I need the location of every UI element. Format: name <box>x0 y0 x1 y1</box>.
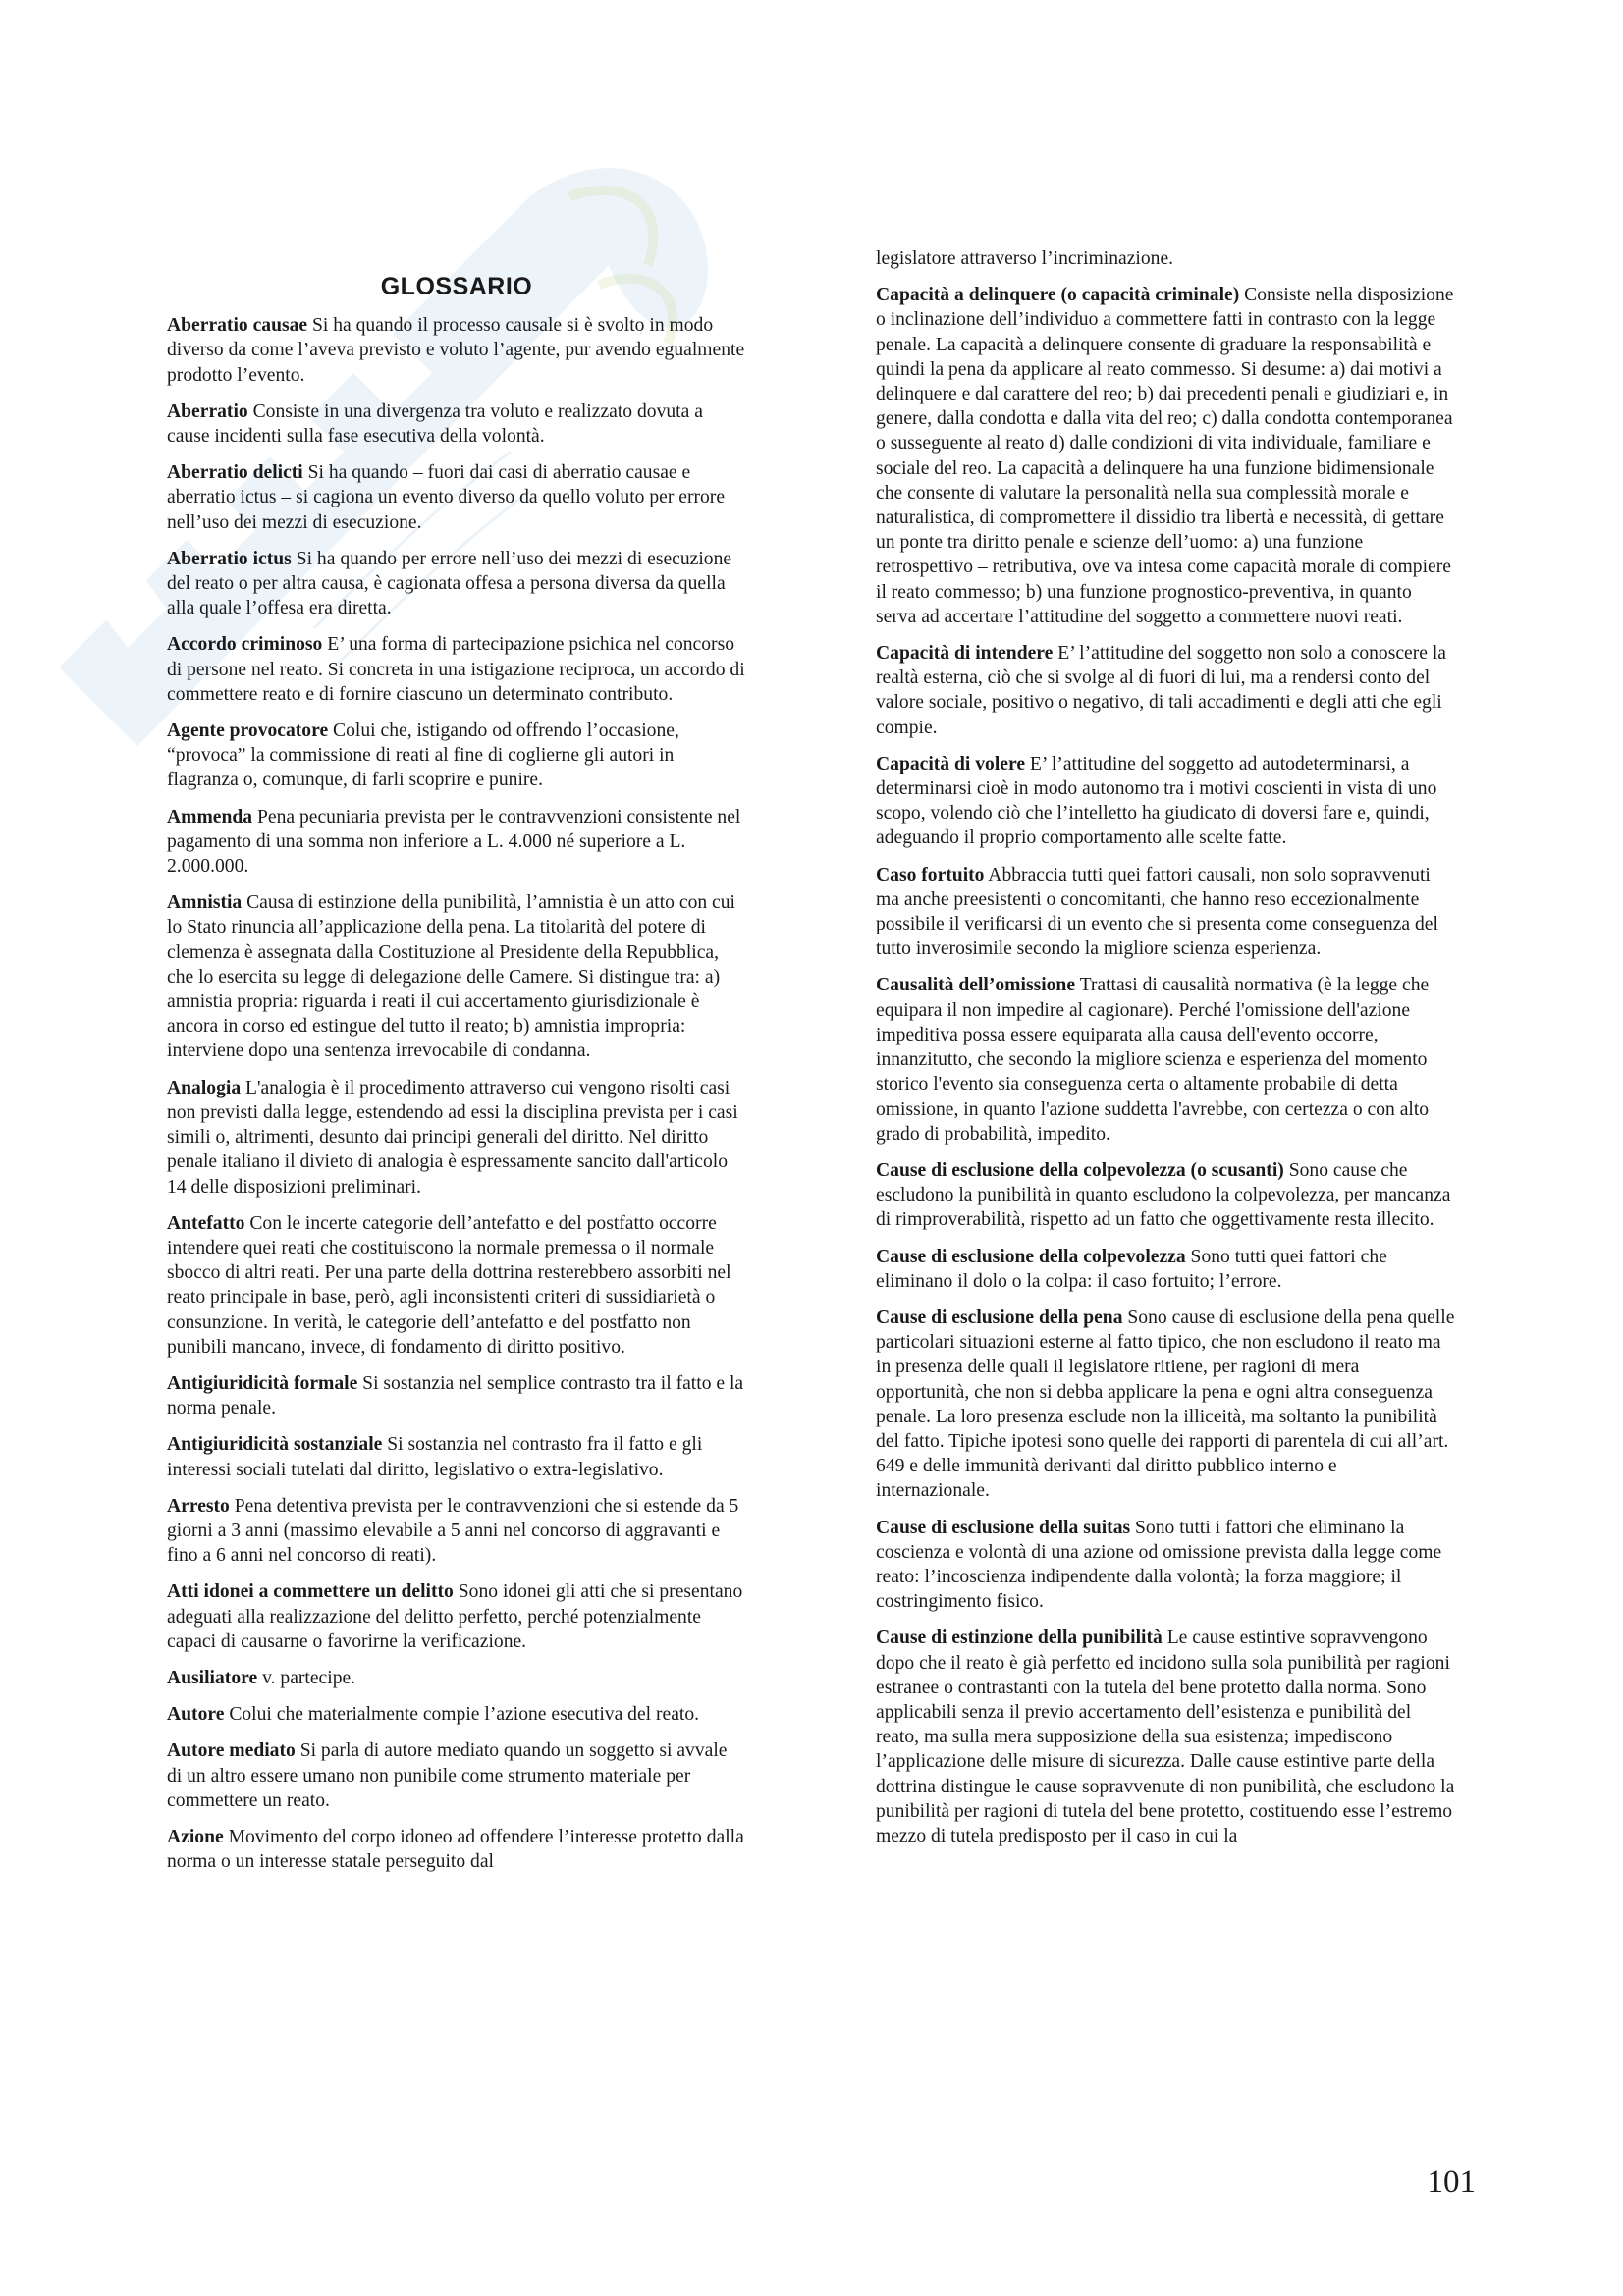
glossary-definition: Colui che, istigando od offrendo l’occasione, “provoca” la commissione di reati al fine di coglierne gli autori in flagranza o, comunque, di farli scoprire e punire. <box>167 721 679 791</box>
glossary-definition: Trattasi di causalità normativa (è la legge che equipara il non impedire al cagionare). Perché l'omissione dell'azione impeditiva possa essere equiparata alla causa dell'evento occorre, innanzitutto, che secondo la migliore scienza e esperienza del momento storico l'evento sia conseguenza certa o altamente probabile di detta omissione, in quanto l'azione suddetta l'avrebbe, con certezza o con alto grado di probabilità, impedito. <box>876 975 1430 1145</box>
glossary-entry <box>167 1432 746 1481</box>
glossary-definition: Si ha quando il processo causale si è svolto in modo diverso da come l’aveva previsto e voluto l’agente, pur avendo egualmente prodotto l’evento. <box>167 315 745 386</box>
glossary-term: Antefatto <box>167 1212 245 1234</box>
glossary-term: Arresto <box>167 1495 230 1517</box>
glossary-definition: Le cause estintive sopravvengono dopo che il reato è già perfetto ed incidono sulla sola punibilità per ragioni estranee o contrastanti con la tutela del bene protetto dalla norma. Sono applicabili senza il previo accertamento dell’esistenza e punibilità del reato, ma sulla mera supposizione della sua esistenza; impediscono l’applicazione delle misure di sicurezza. Dalle cause estintive parte della dottrina distingue le cause sopravvenute di non punibilità, che escludono la punibilità per ragioni di tutela del bene protetto, costituendo esse l’estremo mezzo di tutela predisposto per il caso in cui la <box>876 1628 1455 1846</box>
glossary-definition: E’ una forma di partecipazione psichica nel concorso di persone nel reato. Si concreta in una istigazione reciproca, un accordo di commettere reato e di fornire ciascuno un determinato contributo. <box>167 634 745 705</box>
glossary-entry <box>167 632 746 707</box>
glossary-entry <box>167 313 746 388</box>
glossary-term: Accordo criminoso <box>167 634 323 656</box>
glossary-entry <box>876 1516 1455 1615</box>
glossary-definition: E’ l’attitudine del soggetto ad autodeterminarsi, a determinarsi cioè in modo autonomo tra i motivi coscienti in vista di uno scopo, volendo ciò che l’intelletto ha giudicato di doversi fare e, quindi, adeguando il proprio comportamento alle scelte fatte. <box>876 753 1437 849</box>
glossary-term: Cause di esclusione della suitas <box>876 1517 1131 1538</box>
glossary-term: Aberratio ictus <box>167 548 292 569</box>
glossary-term: Autore mediato <box>167 1740 296 1762</box>
glossary-entry <box>876 1626 1455 1848</box>
glossary-definition: Abbraccia tutti quei fattori causali, non solo sopravvenuti ma anche preesistenti o concomitanti, che hanno reso eccezionalmente possibile il verificarsi di un evento che si presenta come conseguenza del tutto inverosimile secondo la migliore scienza esperienza. <box>876 864 1438 960</box>
left-entry-list <box>167 313 746 1874</box>
glossary-definition: Sono idonei gli atti che si presentano adeguati alla realizzazione del delitto perfetto, perché potenzialmente capaci di causarne o favorirne la verificazione. <box>167 1581 743 1652</box>
glossary-entry <box>167 719 746 793</box>
glossary-term: Analogia <box>167 1077 242 1098</box>
glossary-entry <box>167 890 746 1063</box>
glossary-entry <box>876 283 1455 629</box>
glossary-term: Causalità dell’omissione <box>876 975 1076 996</box>
glossary-definition: Si ha quando per errore nell’uso dei mezzi di esecuzione del reato o per altra causa, è cagionata offesa a persona diversa da quella alla quale l’offesa era diretta. <box>167 548 732 619</box>
glossary-term: Cause di esclusione della pena <box>876 1307 1123 1328</box>
glossary-entry <box>876 1158 1455 1233</box>
glossary-entry <box>876 1306 1455 1504</box>
glossary-entry <box>876 246 1455 271</box>
glossary-term: Agente provocatore <box>167 721 329 742</box>
glossary-entry <box>167 1666 746 1690</box>
glossary-term: Capacità di intendere <box>876 643 1054 665</box>
glossary-definition: legislatore attraverso l’incriminazione. <box>876 248 1174 269</box>
glossary-entry <box>876 1245 1455 1294</box>
glossary-term: Antigiuridicità sostanziale <box>167 1434 383 1456</box>
glossary-definition: Consiste nella disposizione o inclinazione dell’individuo a commettere fatti in contrasto con la legge penale. La capacità a delinquere consente di graduare la responsabilità e quindi la pena da applicare al reato commesso. Si desume: a) dai motivi a delinquere e dal carattere del reo; b) dai precedenti penali e giudiziari e, in genere, dalla condotta e dalla vita del reo; c) dalla condotta contemporanea o susseguente al reato d) dalle condizioni di vita individuale, familiare e sociale del reo. La capacità a delinquere ha una funzione bidimensionale che consente di valutare la personalità nella sua complessità morale e naturalistica, di compromettere il dissidio tra libertà e necessità, di gettare un ponte tra diritto penale e scienze dell’uomo: a) una funzione retrospettivo – retributiva, ove va intesa come capacità morale di compiere il reato commesso; b) una funzione prognostico-preventiva, in quanto serva ad accertare l’attitudine del soggetto a commettere nuovi reati. <box>876 285 1454 627</box>
glossary-entry <box>876 973 1455 1146</box>
right-entry-list <box>876 246 1455 1848</box>
glossary-definition: v. partecipe. <box>257 1667 356 1688</box>
glossary-definition: Consiste in una divergenza tra voluto e realizzato dovuta a cause incidenti sulla fase esecutiva della volontà. <box>167 400 703 448</box>
glossary-definition: E’ l’attitudine del soggetto non solo a conoscere la realtà esterna, ciò che si svolge al di fuori di lui, ma a rendersi conto del valore sociale, positivo o negativo, di tali accadimenti e degli atti che egli compie. <box>876 643 1446 738</box>
glossary-term: Azione <box>167 1826 224 1847</box>
glossary-definition: L'analogia è il procedimento attraverso cui vengono risolti casi non previsti dalla legge, estendendo ad essi la disciplina prevista per i casi simili o, altrimenti, desunto dai principi generali del diritto. Nel diritto penale italiano il divieto di analogia è espressamente sancito dall'articolo 14 delle disposizioni preliminari. <box>167 1077 738 1198</box>
glossary-entry <box>876 863 1455 962</box>
glossary-entry <box>876 752 1455 851</box>
glossary-term: Autore <box>167 1704 225 1726</box>
glossary-definition: Sono tutti i fattori che eliminano la coscienza e volontà di una azione od omissione prevista dalla legge come reato: l’incoscienza indipendente dalla volontà; la forza maggiore; il costringimento fisico. <box>876 1517 1442 1613</box>
glossary-definition: Pena pecuniaria prevista per le contravvenzioni consistente nel pagamento di una somma non inferiore a L. 4.000 né superiore a L. 2.000.000. <box>167 806 741 878</box>
glossary-definition: Sono cause di esclusione della pena quelle particolari situazioni esterne al fatto tipico, che non escludono il reato ma in presenza delle quali il legislatore ritiene, per ragioni di mera opportunità, che non si debba applicare la pena e ogni altra conseguenza penale. La loro presenza esclude non la illiceità, ma soltanto la punibilità del fatto. Tipiche ipotesi sono quelle dei rapporti di parentela di cui all’art. 649 e delle immunità derivanti dal diritto pubblico interno e internazionale. <box>876 1307 1455 1502</box>
glossary-definition: Colui che materialmente compie l’azione esecutiva del reato. <box>224 1704 700 1726</box>
glossary-term: Amnistia <box>167 892 243 914</box>
glossary-entry <box>167 1494 746 1569</box>
glossary-term: Ammenda <box>167 806 253 828</box>
glossary-term: Atti idonei a commettere un delitto <box>167 1581 454 1603</box>
glossary-term: Caso fortuito <box>876 864 985 885</box>
glossary-definition: Si sostanzia nel contrasto fra il fatto e gli interessi sociali tutelati dal diritto, legislativo o extra-legislativo. <box>167 1434 703 1480</box>
glossary-definition: Si sostanzia nel semplice contrasto tra il fatto e la norma penale. <box>167 1372 744 1419</box>
glossary-definition: Causa di estinzione della punibilità, l’amnistia è un atto con cui lo Stato rinuncia all’applicazione della pena. La titolarità del potere di clemenza è assegnata dalla Costituzione al Presidente della Repubblica, che lo esercita su legge di delegazione delle Camere. Si distingue tra: a) amnistia propria: riguarda i reati il cui accertamento giurisdizionale è ancora in corso ed estingue del tutto il reato; b) amnistia impropria: interviene dopo una sentenza irrevocabile di condanna. <box>167 892 735 1062</box>
glossary-entry <box>167 1702 746 1727</box>
glossary-definition: Sono cause che escludono la punibilità in quanto escludono la colpevolezza, per mancanza di rimproverabilità, rispetto ad un fatto che oggettivamente resta illecito. <box>876 1159 1451 1231</box>
glossary-term: Cause di esclusione della colpevolezza <box>876 1246 1186 1267</box>
left-column <box>167 245 746 1886</box>
glossary-entry <box>167 1211 746 1360</box>
glossary-entry <box>167 460 746 535</box>
page-title: GLOSSARIO <box>380 273 533 300</box>
glossary-entry <box>167 1825 746 1874</box>
glossary-entry <box>167 547 746 621</box>
glossary-term: Ausiliatore <box>167 1667 258 1688</box>
glossary-entry <box>167 1076 746 1200</box>
glossary-entry <box>876 641 1455 740</box>
glossary-term: Antigiuridicità formale <box>167 1372 358 1394</box>
glossary-term: Capacità a delinquere (o capacità criminale) <box>876 285 1240 306</box>
glossary-entry <box>167 400 746 449</box>
glossary-term: Aberratio <box>167 400 248 422</box>
glossary-term: Capacità di volere <box>876 753 1026 774</box>
glossary-definition: Sono tutti quei fattori che eliminano il dolo o la colpa: il caso fortuito; l’errore. <box>876 1246 1387 1292</box>
glossary-entry <box>167 1371 746 1420</box>
glossary-definition: Con le incerte categorie dell’antefatto e del postfatto occorre intendere quei reati che costituiscono la normale premessa o il normale sbocco di altri reati. Per una parte della dottrina resterebbero assorbiti nel reato principale in base, però, agli inconsistenti criteri di sussidiarietà o consunzione. In verità, le categorie dell’antefatto e del postfatto non punibili mancano, invece, di fondamento di diritto positivo. <box>167 1212 731 1358</box>
glossary-definition: Movimento del corpo idoneo ad offendere l’interesse protetto dalla norma o un interesse statale perseguito dal <box>167 1826 744 1873</box>
page-number: 101 <box>1427 2164 1476 2200</box>
glossary-term: Cause di estinzione della punibilità <box>876 1628 1163 1649</box>
glossary-definition: Si ha quando – fuori dai casi di aberratio causae e aberratio ictus – si cagiona un evento diverso da quello voluto per errore nell’uso dei mezzi di esecuzione. <box>167 462 726 533</box>
glossary-entry <box>167 1738 746 1813</box>
glossary-definition: Si parla di autore mediato quando un soggetto si avvale di un altro essere umano non punibile come strumento materiale per commettere un reato. <box>167 1740 728 1811</box>
glossary-term: Aberratio delicti <box>167 462 303 484</box>
glossary-term: Cause di esclusione della colpevolezza (o scusanti) <box>876 1159 1284 1181</box>
glossary-definition: Pena detentiva prevista per le contravvenzioni che si estende da 5 giorni a 3 anni (massimo elevabile a 5 anni nel concorso di aggravanti e fino a 6 anni nel concorso di reati). <box>167 1495 739 1567</box>
glossary-entry <box>167 1579 746 1654</box>
right-column <box>876 246 1455 1860</box>
glossary-entry <box>167 805 746 880</box>
glossary-term: Aberratio causae <box>167 315 308 337</box>
